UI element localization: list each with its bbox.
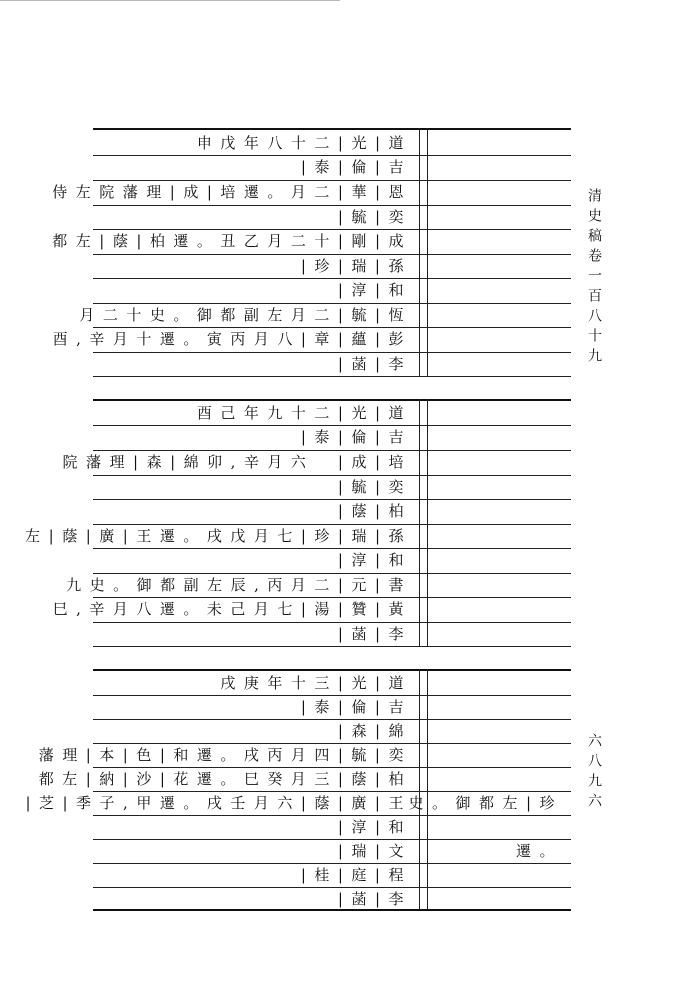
table-row: |芝|季子,甲遷。戌壬月六|蔭|廣|王 <box>25 794 412 812</box>
column-divider <box>427 128 428 376</box>
table-row: |桂|庭|程 <box>300 866 412 884</box>
table-row: 戌庚年十三|光|道 <box>220 674 412 692</box>
table-row: |森|綿 <box>337 722 412 740</box>
table-row: 申戊年八十二|光|道 <box>196 134 412 152</box>
section-top-rule <box>93 128 571 130</box>
table-row: 酉,辛月十遷。寅丙月八|章|蘊|彭 <box>52 330 412 348</box>
table-row: 巳,辛月八遷。未己月七|湯|贊|黃 <box>52 600 412 618</box>
section-bottom-rule <box>93 646 571 647</box>
table-row: |淳|和 <box>337 551 412 569</box>
table-row: 酉己年九十二|光|道 <box>196 404 412 422</box>
table-row: |淳|和 <box>337 281 412 299</box>
table-row: 左|蔭|廣|王遷。戌戊月七|珍|瑞|孫 <box>25 527 412 545</box>
table-row: |泰|倫|吉 <box>300 428 412 446</box>
table-row: |珍|瑞|孫 <box>300 257 412 275</box>
table-row: |毓|奕 <box>337 478 412 496</box>
table-row: |瑞|文 <box>337 842 412 860</box>
page-top-edge <box>0 0 340 6</box>
table-row: |蔭|柏 <box>337 502 412 520</box>
table-row: 九史。御都副左辰,丙月二|元|書 <box>66 576 412 594</box>
volume-title: 清史稿卷一百八十九 <box>586 188 602 368</box>
column-divider <box>427 669 428 909</box>
table-row: |淳|和 <box>337 818 412 836</box>
table-row: |泰|倫|吉 <box>300 158 412 176</box>
table-row: 侍左院藩理|成|培遷。月二|華|恩 <box>52 183 412 201</box>
page-number: 六八九六 <box>586 733 602 813</box>
table-row: |泰|倫|吉 <box>300 698 412 716</box>
table-row: 院藩理|森|綿卯,辛月六 |成|培 <box>62 453 412 471</box>
right-column-note: 史。御都左|珍 <box>408 794 563 812</box>
section-bottom-rule <box>93 376 571 377</box>
table-row: 月二十史。御都副左月二|毓|恆 <box>79 306 412 324</box>
table-row: 藩理|本|色|和遷。戌丙月四|毓|奕 <box>38 746 412 764</box>
table-row: |菡|李 <box>337 890 412 908</box>
right-column-note: 遷。 <box>515 842 563 860</box>
section-top-rule <box>93 669 571 671</box>
table-row: 都左|納|沙|花遷。巳癸月三|蔭|柏 <box>38 770 412 788</box>
column-divider <box>427 399 428 646</box>
table-row: |菡|李 <box>337 355 412 373</box>
table-row: 都左|蔭|柏遷。丑乙月二十|剛|成 <box>52 232 412 250</box>
table-row: |毓|奕 <box>337 208 412 226</box>
table-row: |菡|李 <box>337 625 412 643</box>
section-top-rule <box>93 399 571 401</box>
